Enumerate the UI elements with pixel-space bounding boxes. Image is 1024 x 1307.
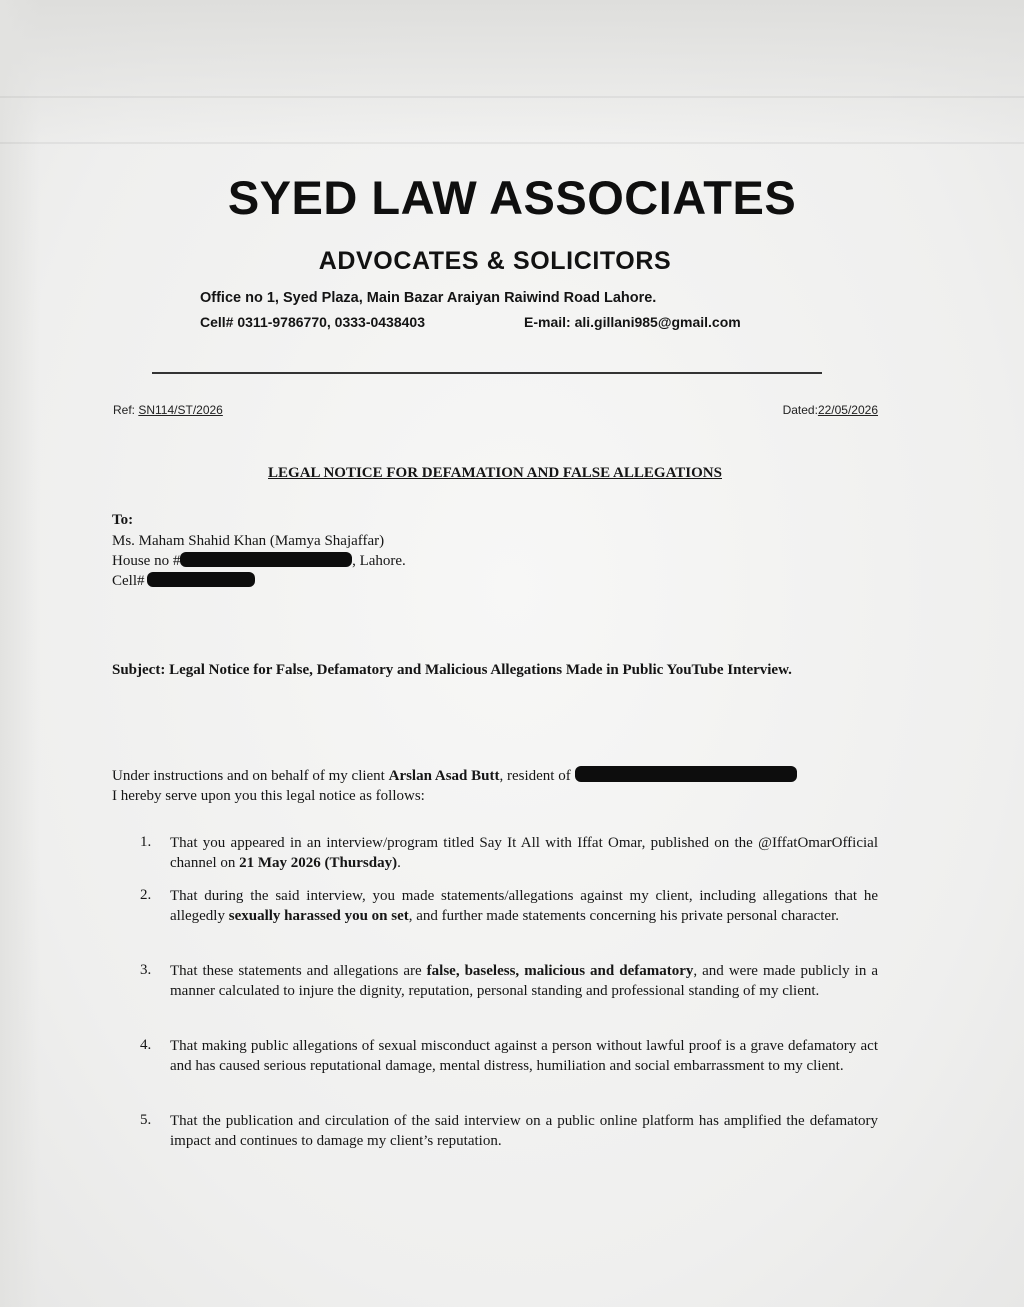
redaction-mark — [147, 572, 255, 587]
redaction-mark — [575, 766, 797, 782]
scan-artifact-line — [0, 142, 1024, 144]
item-text: That these statements and allegations are — [170, 963, 427, 979]
intro-line-2: I hereby serve upon you this legal notice as follows: — [112, 788, 425, 804]
house-suffix: , Lahore. — [352, 553, 406, 569]
client-name: Arslan Asad Butt — [388, 768, 500, 784]
item-bold-text: 21 May 2026 (Thursday) — [239, 854, 398, 871]
firm-name: SYED LAW ASSOCIATES — [227, 171, 797, 224]
notice-title: LEGAL NOTICE FOR DEFAMATION AND FALSE ALLEGATIONS — [268, 465, 722, 481]
item-number: 4. — [140, 1037, 152, 1053]
item-number: 5. — [140, 1112, 152, 1128]
item-bold-text: sexually harassed you on set — [228, 907, 409, 924]
intro-text: Under instructions and on behalf of my client — [112, 768, 389, 784]
item-text: That during the said interview, you made statements/allegations against my client, including allegations that he allegedly — [170, 888, 878, 924]
firm-phone: Cell# 0311-9786770, 0333-0438403 — [200, 314, 425, 330]
firm-address: Office no 1, Syed Plaza, Main Bazar Araiyan Raiwind Road Lahore. — [200, 290, 657, 306]
scan-shadow-top — [0, 0, 1024, 150]
item-number: 3. — [140, 962, 152, 978]
item-text: That making public allegations of sexual misconduct against a person without lawful proof is a grave defamatory act and has caused serious reputational damage, mental distress, humiliation and social embarrassment to my client. — [170, 1038, 878, 1074]
item-number: 2. — [140, 887, 152, 903]
firm-subtitle: ADVOCATES & SOLICITORS — [318, 247, 672, 275]
ref-value: SN114/ST/2026 — [138, 403, 223, 417]
cell-prefix: Cell# — [112, 573, 145, 589]
list-item — [170, 887, 878, 926]
intro-text-2: , resident of — [499, 768, 571, 784]
dated-label: Dated: — [782, 403, 818, 417]
to-label: To: — [112, 512, 134, 528]
list-item — [170, 1112, 878, 1151]
list-item — [170, 834, 878, 873]
recipient-cell — [112, 572, 255, 590]
reference-line — [113, 403, 223, 417]
house-prefix: House no # — [112, 553, 181, 569]
item-text: That the publication and circulation of the said interview on a public online platform has amplified the defamatory impact and continues to damage my client’s reputation. — [170, 1113, 878, 1149]
recipient-name: Ms. Maham Shahid Khan (Mamya Shajaffar) — [112, 533, 385, 549]
firm-email: E-mail: ali.gillani985@gmail.com — [524, 314, 741, 330]
list-item — [170, 1037, 878, 1076]
letterhead-divider — [152, 372, 822, 374]
item-text-end: . — [397, 854, 401, 871]
date-line — [783, 403, 878, 417]
subject-line: Subject: Legal Notice for False, Defamatory and Malicious Allegations Made in Public YouTube Interview. — [112, 662, 792, 678]
item-text: That you appeared in an interview/program titled Say It All with Iffat Omar, published on the @IffatOmarOfficial channel on — [170, 835, 878, 871]
item-number: 1. — [140, 834, 152, 850]
intro-paragraph — [112, 766, 882, 806]
item-text-end: , and further made statements concerning his private personal character. — [408, 907, 840, 924]
recipient-house — [112, 552, 406, 570]
scan-artifact-line — [0, 96, 1024, 98]
item-text-end: , and were made publicly in a manner calculated to injure the dignity, reputation, personal standing and professional standing of my client. — [170, 963, 878, 999]
ref-label: Ref: — [113, 403, 139, 417]
dated-value: 22/05/2026 — [817, 403, 878, 417]
item-bold-text: false, baseless, malicious and defamatory — [426, 963, 694, 979]
list-item — [170, 962, 878, 1001]
redaction-mark — [180, 552, 352, 567]
